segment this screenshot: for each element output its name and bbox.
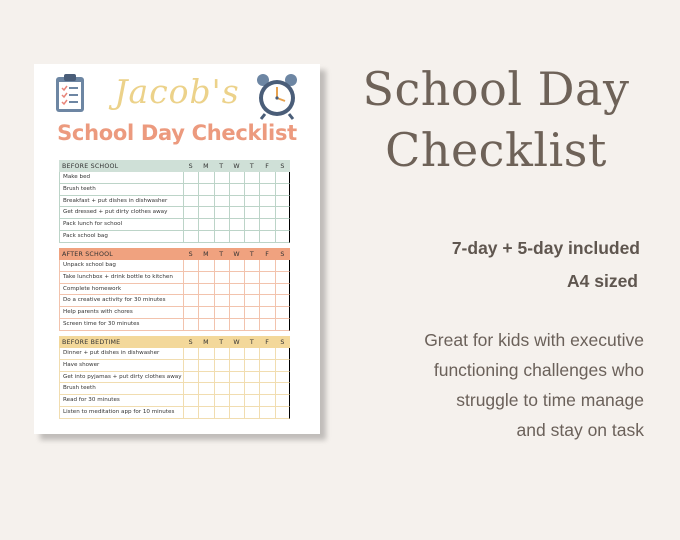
checkbox-cell — [244, 260, 259, 272]
checkbox-cell — [198, 383, 213, 395]
checkbox-cell — [183, 260, 198, 272]
checkbox-cell — [183, 348, 198, 360]
task-label: Brush teeth — [59, 383, 183, 395]
checkbox-cell — [198, 372, 213, 384]
checkbox-cell — [214, 295, 229, 307]
day-header: M — [203, 338, 209, 346]
checkbox-cell — [244, 307, 259, 319]
checkbox-cell — [198, 260, 213, 272]
day-header: M — [203, 250, 209, 258]
day-header: W — [233, 338, 240, 346]
task-row — [59, 184, 290, 196]
day-header: T — [219, 338, 224, 346]
section-before-school — [59, 160, 290, 243]
checkbox-cell — [244, 207, 259, 219]
day-header: T — [219, 250, 224, 258]
checkbox-cell — [229, 295, 244, 307]
task-row — [59, 219, 290, 231]
checkbox-cell — [275, 272, 290, 284]
checkbox-cell — [183, 395, 198, 407]
task-row — [59, 196, 290, 208]
checkbox-cell — [214, 348, 229, 360]
checkbox-cell — [198, 319, 213, 331]
checkbox-cell — [183, 383, 198, 395]
task-label: Pack school bag — [59, 231, 183, 243]
desc-line: and stay on task — [516, 420, 644, 440]
checkbox-cell — [198, 219, 213, 231]
day-header: W — [233, 250, 240, 258]
section-heading: BEFORE BEDTIME — [62, 338, 121, 346]
checkbox-cell — [259, 295, 274, 307]
task-label: Brush teeth — [59, 184, 183, 196]
checkbox-cell — [229, 284, 244, 296]
task-label: Breakfast + put dishes in dishwasher — [59, 196, 183, 208]
day-header: S — [188, 338, 193, 346]
desc-line: struggle to time manage — [456, 390, 644, 410]
checkbox-cell — [183, 360, 198, 372]
checkbox-cell — [259, 319, 274, 331]
checkbox-cell — [229, 372, 244, 384]
checkbox-cell — [244, 219, 259, 231]
checkbox-cell — [259, 196, 274, 208]
checkbox-cell — [259, 172, 274, 184]
day-header: T — [249, 162, 254, 170]
checkbox-cell — [244, 360, 259, 372]
day-header: F — [265, 338, 269, 346]
day-header: S — [188, 162, 193, 170]
checkbox-cell — [214, 260, 229, 272]
task-label: Have shower — [59, 360, 183, 372]
checkbox-cell — [244, 295, 259, 307]
task-row — [59, 383, 290, 395]
checkbox-cell — [198, 295, 213, 307]
sheet-title: School Day Checklist — [57, 121, 297, 145]
checkbox-cell — [214, 219, 229, 231]
task-row — [59, 172, 290, 184]
checkbox-cell — [183, 207, 198, 219]
checkbox-cell — [214, 196, 229, 208]
section-heading: AFTER SCHOOL — [62, 250, 113, 258]
task-row — [59, 319, 290, 331]
day-header: S — [280, 162, 285, 170]
checkbox-cell — [275, 395, 290, 407]
checkbox-cell — [275, 319, 290, 331]
checkbox-cell — [229, 395, 244, 407]
checkbox-cell — [259, 395, 274, 407]
checkbox-cell — [259, 184, 274, 196]
checkbox-cell — [259, 272, 274, 284]
checkbox-cell — [259, 348, 274, 360]
checkbox-cell — [198, 272, 213, 284]
task-row — [59, 372, 290, 384]
checkbox-cell — [244, 319, 259, 331]
checkbox-cell — [275, 295, 290, 307]
task-row — [59, 348, 290, 360]
checkbox-cell — [229, 307, 244, 319]
checkbox-cell — [198, 407, 213, 419]
checkbox-cell — [275, 407, 290, 419]
checkbox-cell — [214, 272, 229, 284]
checkbox-cell — [183, 284, 198, 296]
checkbox-cell — [275, 360, 290, 372]
checkbox-cell — [259, 372, 274, 384]
child-name: Jacob's — [114, 72, 240, 111]
checkbox-cell — [259, 307, 274, 319]
checkbox-cell — [259, 284, 274, 296]
checkbox-cell — [244, 172, 259, 184]
checkbox-cell — [214, 172, 229, 184]
checkbox-cell — [229, 319, 244, 331]
checkbox-cell — [214, 284, 229, 296]
checkbox-cell — [198, 207, 213, 219]
checkbox-cell — [275, 219, 290, 231]
day-header: W — [233, 162, 240, 170]
checkbox-cell — [183, 231, 198, 243]
task-row — [59, 295, 290, 307]
desc-line: functioning challenges who — [433, 360, 644, 380]
task-label: Unpack school bag — [59, 260, 183, 272]
checkbox-cell — [275, 260, 290, 272]
checkbox-cell — [183, 407, 198, 419]
day-header: M — [203, 162, 209, 170]
checkbox-cell — [229, 348, 244, 360]
checkbox-cell — [214, 207, 229, 219]
checkbox-cell — [229, 219, 244, 231]
checkbox-cell — [214, 407, 229, 419]
task-label: Make bed — [59, 172, 183, 184]
checkbox-cell — [183, 295, 198, 307]
section-header — [59, 160, 290, 172]
checkbox-cell — [198, 395, 213, 407]
checkbox-cell — [229, 360, 244, 372]
checkbox-cell — [214, 360, 229, 372]
checkbox-cell — [275, 231, 290, 243]
checkbox-cell — [244, 272, 259, 284]
checkbox-cell — [259, 219, 274, 231]
section-after-school — [59, 248, 290, 331]
checkbox-cell — [259, 207, 274, 219]
day-header: T — [249, 338, 254, 346]
checkbox-cell — [259, 407, 274, 419]
day-header: F — [265, 250, 269, 258]
task-row — [59, 395, 290, 407]
checkbox-cell — [244, 372, 259, 384]
checkbox-cell — [229, 260, 244, 272]
checkbox-cell — [198, 348, 213, 360]
task-label: Pack lunch for school — [59, 219, 183, 231]
checkbox-cell — [275, 372, 290, 384]
desc-line: Great for kids with executive — [424, 330, 644, 350]
checkbox-cell — [244, 395, 259, 407]
checkbox-cell — [244, 196, 259, 208]
checkbox-cell — [275, 172, 290, 184]
task-label: Read for 30 minutes — [59, 395, 183, 407]
checkbox-cell — [229, 407, 244, 419]
checkbox-cell — [229, 172, 244, 184]
task-label: Complete homework — [59, 284, 183, 296]
checkbox-cell — [275, 184, 290, 196]
task-row — [59, 360, 290, 372]
checkbox-cell — [244, 231, 259, 243]
task-label: Screen time for 30 minutes — [59, 319, 183, 331]
section-before-bedtime — [59, 336, 290, 419]
day-header: T — [249, 250, 254, 258]
checkbox-cell — [214, 383, 229, 395]
checkbox-cell — [214, 184, 229, 196]
feature-days-included: 7-day + 5-day included — [451, 238, 640, 258]
task-row — [59, 260, 290, 272]
task-row — [59, 407, 290, 419]
feature-paper-size: A4 sized — [567, 271, 638, 291]
checkbox-cell — [214, 395, 229, 407]
checkbox-cell — [275, 196, 290, 208]
checkbox-cell — [229, 207, 244, 219]
task-label: Dinner + put dishes in dishwasher — [59, 348, 183, 360]
task-row — [59, 231, 290, 243]
checkbox-cell — [214, 372, 229, 384]
checkbox-cell — [229, 184, 244, 196]
section-heading: BEFORE SCHOOL — [62, 162, 119, 170]
checkbox-cell — [229, 196, 244, 208]
checkbox-cell — [259, 260, 274, 272]
task-label: Listen to meditation app for 10 minutes — [59, 407, 183, 419]
task-row — [59, 207, 290, 219]
checkbox-cell — [259, 231, 274, 243]
checkbox-cell — [244, 348, 259, 360]
task-label: Get dressed + put dirty clothes away — [59, 207, 183, 219]
checkbox-cell — [275, 383, 290, 395]
task-row — [59, 284, 290, 296]
checkbox-cell — [244, 284, 259, 296]
checkbox-cell — [259, 383, 274, 395]
promo-title-line2: Checklist — [385, 123, 607, 177]
checkbox-cell — [198, 231, 213, 243]
checkbox-cell — [183, 372, 198, 384]
checkbox-cell — [183, 319, 198, 331]
checkbox-cell — [244, 407, 259, 419]
day-header: T — [219, 162, 224, 170]
checkbox-cell — [275, 207, 290, 219]
checkbox-cell — [259, 360, 274, 372]
checkbox-cell — [229, 272, 244, 284]
day-header: S — [188, 250, 193, 258]
checkbox-cell — [183, 272, 198, 284]
checkbox-cell — [229, 383, 244, 395]
checkbox-cell — [198, 284, 213, 296]
checkbox-cell — [275, 348, 290, 360]
section-header — [59, 248, 290, 260]
checkbox-cell — [183, 219, 198, 231]
task-label: Help parents with chores — [59, 307, 183, 319]
checkbox-cell — [183, 307, 198, 319]
section-header — [59, 336, 290, 348]
checkbox-cell — [183, 196, 198, 208]
checkbox-cell — [244, 383, 259, 395]
day-header: S — [280, 250, 285, 258]
checklist-sheet — [34, 64, 320, 434]
checkbox-cell — [214, 231, 229, 243]
task-row — [59, 272, 290, 284]
task-label: Take lunchbox + drink bottle to kitchen — [59, 272, 183, 284]
task-label: Get into pyjamas + put dirty clothes away — [59, 372, 183, 384]
day-header: F — [265, 162, 269, 170]
checkbox-cell — [198, 196, 213, 208]
checkbox-cell — [244, 184, 259, 196]
checkbox-cell — [198, 184, 213, 196]
checkbox-cell — [198, 307, 213, 319]
checkbox-cell — [214, 307, 229, 319]
checkbox-cell — [198, 360, 213, 372]
task-row — [59, 307, 290, 319]
checkbox-cell — [183, 172, 198, 184]
checkbox-cell — [198, 172, 213, 184]
checkbox-cell — [229, 231, 244, 243]
day-header: S — [280, 338, 285, 346]
checkbox-cell — [275, 284, 290, 296]
promo-description — [354, 325, 644, 445]
task-label: Do a creative activity for 30 minutes — [59, 295, 183, 307]
promo-title-line1: School Day — [362, 62, 630, 116]
checkbox-cell — [214, 319, 229, 331]
checkbox-cell — [183, 184, 198, 196]
checkbox-cell — [275, 307, 290, 319]
